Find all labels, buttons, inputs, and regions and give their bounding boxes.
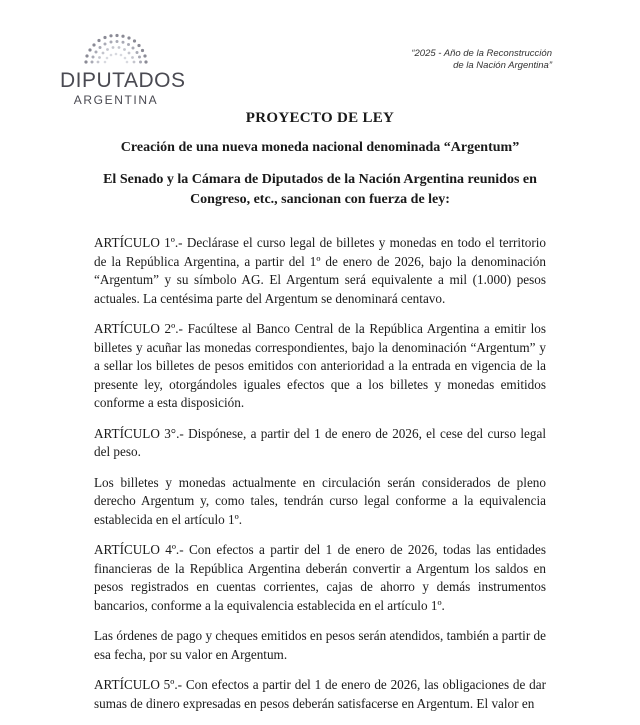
document-body xyxy=(94,234,546,725)
article-3: ARTÍCULO 3°.- Dispónese, a partir del 1 de enero de 2026, el cese del curso legal del peso. xyxy=(94,425,546,459)
document-header xyxy=(0,0,640,110)
year-motto xyxy=(312,48,552,72)
article-1: ARTÍCULO 1º.- Declárase el curso legal de billetes y monedas en todo el territorio de la República Argentina, a partir del 1º de enero de 2026, bajo la denominación “Argentum” y su símbolo AG. El Argentum será equivalente a mil (1.000) pesos actuales. La centésima parte del Argentum se denominará centavo. xyxy=(94,235,546,306)
motto-line: “2025 - Año de la Reconstrucción xyxy=(411,48,552,59)
enactment-formula: El Senado y la Cámara de Diputados de la Nación Argentina reunidos en Congreso, etc., sancionan con fuerza de ley: xyxy=(103,172,537,207)
article-4-paragraph-2: Las órdenes de pago y cheques emitidos en pesos serán atendidos, también a partir de esa fecha, por su valor en Argentum. xyxy=(94,628,546,662)
logo-subtitle: ARGENTINA xyxy=(73,93,159,107)
document-type: PROYECTO DE LEY xyxy=(245,110,395,126)
diputados-logo xyxy=(60,28,186,108)
congress-dome-icon xyxy=(76,28,156,68)
article-2: ARTÍCULO 2º.- Facúltese al Banco Central de la República Argentina a emitir los billetes y acuñar las monedas correspondientes, bajo la denominación “Argentum” y a sellar los billetes de pesos emitidos con anterioridad a la entrada en vigencia de la presente ley, otorgándoles iguales efectos que a los billetes y monedas emitidos conforme a esta disposición. xyxy=(94,321,546,410)
logo-title: DIPUTADOS xyxy=(60,69,186,92)
article-3-paragraph-2: Los billetes y monedas actualmente en circulación serán considerados de pleno derecho Argentum y, como tales, tendrán curso legal conforme a la equivalencia establecida en el artículo 1º. xyxy=(94,474,546,527)
article-4: ARTÍCULO 4º.- Con efectos a partir del 1 de enero de 2026, todas las entidades financieras de la República Argentina deberán convertir a Argentum los saldos en pesos registrados en cuentas corrientes, cajas de ahorro y demás instrumentos bancarios, conforme a la equivalencia establecida en el artículo 1º. xyxy=(94,542,546,613)
motto-line: de la Nación Argentina” xyxy=(453,60,552,71)
document-subject: Creación de una nueva moneda nacional denominada “Argentum” xyxy=(120,140,520,155)
article-5: ARTÍCULO 5º.- Con efectos a partir del 1 de enero de 2026, las obligaciones de dar sumas de dinero expresadas en pesos deberán satisfacerse en Argentum. El valor en xyxy=(94,677,546,711)
title-block xyxy=(0,108,640,210)
